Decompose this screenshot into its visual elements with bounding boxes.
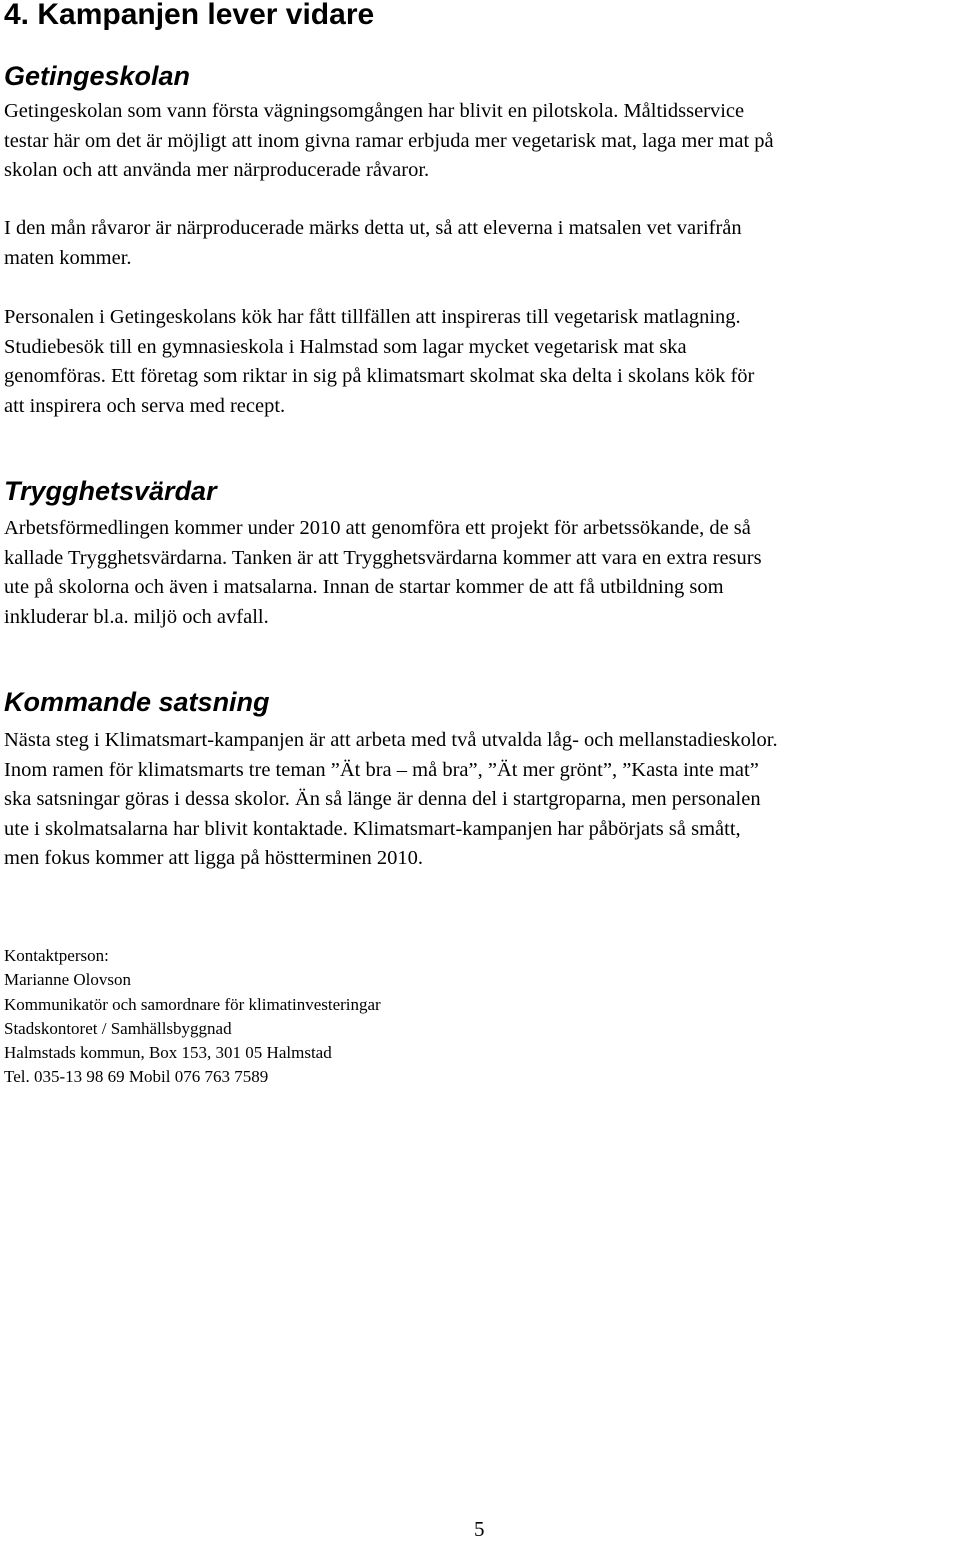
text-line: Getingeskolan som vann första vägningsomgången har blivit en pilotskola. Måltidsservice — [4, 100, 745, 122]
paragraph-trygghetsvardar — [4, 514, 762, 632]
section-heading-kommande-satsning: Kommande satsning — [4, 687, 270, 717]
text-line: Arbetsförmedlingen kommer under 2010 att genomföra ett projekt för arbetssökande, de så — [4, 517, 751, 539]
text-line: Inom ramen för klimatsmarts tre teman ”Ät bra – må bra”, ”Ät mer grönt”, ”Kasta inte mat” — [4, 758, 759, 781]
contact-block — [4, 944, 381, 1090]
text-line: skolan och att använda mer närproducerade råvaror. — [4, 159, 430, 181]
text-line: inkluderar bl.a. miljö och avfall. — [4, 605, 269, 628]
text-line: Studiebesök till en gymnasieskola i Halmstad som lagar mycket vegetarisk mat ska — [4, 335, 687, 358]
text-line: testar här om det är möjligt att inom givna ramar erbjuda mer vegetarisk mat, laga mer mat på — [4, 129, 774, 152]
contact-department: Stadskontoret / Samhällsbyggnad — [4, 1018, 232, 1038]
text-line: I den mån råvaror är närproducerade märks detta ut, så att eleverna i matsalen vet varifrån — [4, 217, 742, 239]
section-heading-trygghetsvardar: Trygghetsvärdar — [4, 476, 217, 506]
section-heading-getingeskolan: Getingeskolan — [4, 61, 191, 91]
contact-label: Kontaktperson: — [4, 946, 109, 965]
page-number: 5 — [474, 1517, 485, 1541]
text-line: Personalen i Getingeskolans kök har fått tillfällen att inspireras till vegetarisk matlagning. — [4, 306, 741, 328]
text-line: ute i skolmatsalarna har blivit kontaktade. Klimatsmart-kampanjen har påbörjats så smått, — [4, 817, 741, 840]
text-line: men fokus kommer att ligga på höstterminen 2010. — [4, 847, 424, 869]
paragraph-getingeskolan-2 — [4, 214, 742, 273]
text-line: att inspirera och serva med recept. — [4, 394, 286, 417]
paragraph-getingeskolan-3 — [4, 303, 754, 421]
paragraph-getingeskolan-1 — [4, 97, 774, 186]
contact-phone: Tel. 035-13 98 69 Mobil 076 763 7589 — [4, 1067, 269, 1087]
contact-address: Halmstads kommun, Box 153, 301 05 Halmstad — [4, 1043, 332, 1063]
page-title: 4. Kampanjen lever vidare — [4, 0, 375, 31]
text-line: Nästa steg i Klimatsmart-kampanjen är att arbeta med två utvalda låg- och mellanstadieskolor. — [4, 729, 778, 751]
contact-name: Marianne Olovson — [4, 970, 132, 990]
text-line: kallade Trygghetsvärdarna. Tanken är att Trygghetsvärdarna kommer att vara en extra resurs — [4, 546, 762, 569]
text-line: ute på skolorna och även i matsalarna. Innan de startar kommer de att få utbildning som — [4, 576, 724, 598]
paragraph-kommande-satsning — [4, 726, 778, 874]
contact-role: Kommunikatör och samordnare för klimatinvesteringar — [4, 994, 381, 1014]
text-line: genomföras. Ett företag som riktar in sig på klimatsmart skolmat ska delta i skolans kök för — [4, 365, 755, 387]
text-line: maten kommer. — [4, 246, 132, 269]
text-line: ska satsningar göras i dessa skolor. Än så länge är denna del i startgroparna, men personalen — [4, 788, 761, 810]
